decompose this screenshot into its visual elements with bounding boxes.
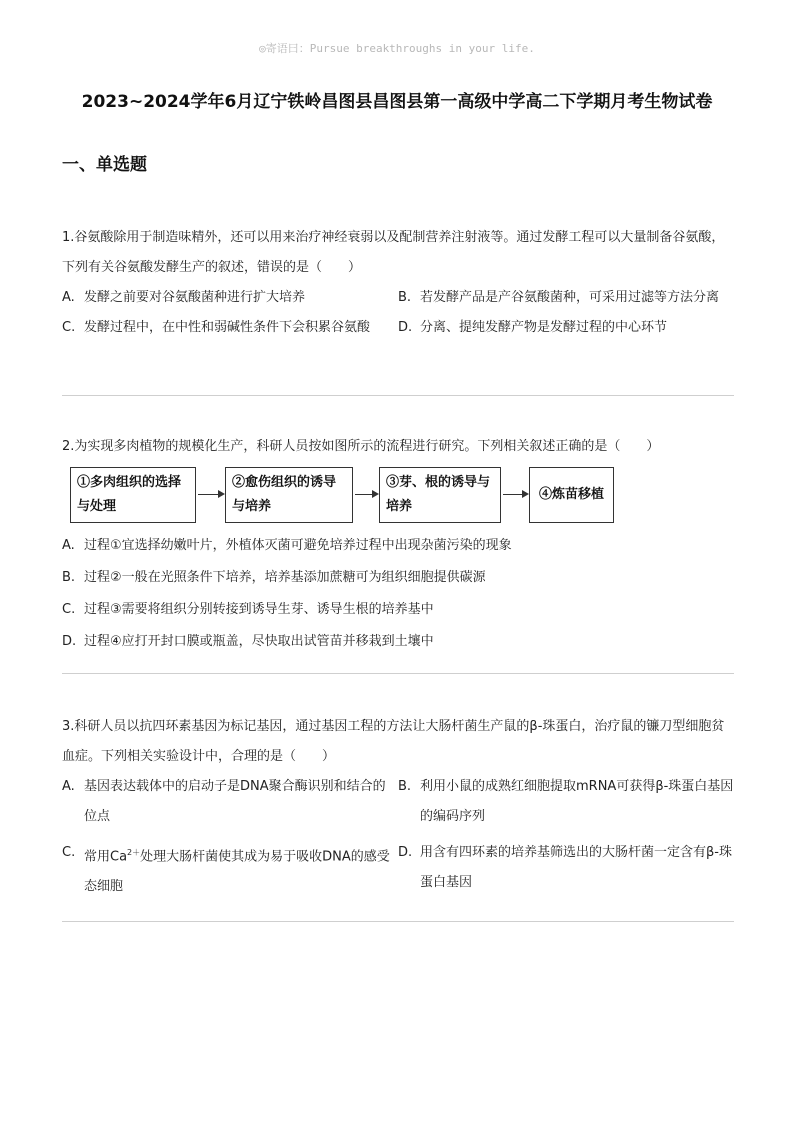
option-a[interactable]: [62, 530, 734, 562]
question-2-options: [62, 530, 734, 658]
option-letter: A.: [62, 538, 75, 553]
question-1: [62, 223, 734, 343]
option-letter: C.: [62, 845, 76, 860]
option-grid: [62, 772, 734, 902]
option-text-part: 常用Ca: [84, 849, 128, 865]
flow-diagram: [70, 467, 618, 527]
option-grid: [62, 530, 734, 658]
flow-step-1: [70, 467, 196, 523]
question-3: [62, 712, 734, 902]
option-grid: [62, 283, 734, 343]
option-letter: D.: [62, 634, 77, 649]
question-stem: 2.为实现多肉植物的规模化生产，科研人员按如图所示的流程进行研究。下列相关叙述正确的是（ ）: [62, 439, 660, 454]
option-b[interactable]: [62, 562, 734, 594]
watermark: ◎寄语曰：Pursue breakthroughs in your life.: [259, 42, 535, 55]
flow-step-3: [379, 467, 501, 523]
divider: [62, 673, 734, 674]
arrow-icon: [198, 494, 223, 495]
option-d[interactable]: [398, 313, 734, 343]
option-text: 过程②一般在光照条件下培养，培养基添加蔗糖可为组织细胞提供碳源: [84, 570, 486, 585]
option-text: 分离、提纯发酵产物是发酵过程的中心环节: [420, 320, 668, 335]
divider: [62, 921, 734, 922]
option-c[interactable]: [62, 313, 398, 343]
option-text: 发酵之前要对谷氨酸菌种进行扩大培养: [84, 290, 306, 305]
option-text: 发酵过程中，在中性和弱碱性条件下会积累谷氨酸: [84, 320, 371, 335]
option-text: 若发酵产品是产谷氨酸菌种，可采用过滤等方法分离: [420, 290, 720, 305]
option-text: 过程④应打开封口膜或瓶盖，尽快取出试管苗并移栽到土壤中: [84, 634, 434, 649]
flow-step-line: 与培养: [232, 499, 272, 514]
arrow-icon: [355, 494, 377, 495]
option-d[interactable]: [62, 626, 734, 658]
flow-step-line: ②愈伤组织的诱导: [232, 475, 337, 490]
option-letter: B.: [398, 290, 412, 305]
option-b[interactable]: [398, 772, 734, 832]
option-letter: C.: [62, 602, 76, 617]
flow-step-line: 培养: [386, 499, 413, 514]
option-b[interactable]: [398, 283, 734, 313]
option-d[interactable]: [398, 838, 734, 902]
option-a[interactable]: [62, 772, 398, 832]
option-letter: B.: [62, 570, 76, 585]
option-letter: A.: [62, 290, 75, 305]
option-text: [84, 838, 398, 902]
option-text: 过程③需要将组织分别转接到诱导生芽、诱导生根的培养基中: [84, 602, 434, 617]
option-text-part: 处理大肠杆菌使其成为易于吸收DNA的感受态细胞: [84, 849, 390, 895]
option-text: 利用小鼠的成熟红细胞提取mRNA可获得β-珠蛋白基因的编码序列: [420, 779, 734, 824]
option-text: 用含有四环素的培养基筛选出的大肠杆菌一定含有β-珠蛋白基因: [420, 845, 732, 890]
flow-step-4: [529, 467, 614, 523]
flow-step-2: [225, 467, 353, 523]
option-text: 过程①宜选择幼嫩叶片，外植体灭菌可避免培养过程中出现杂菌污染的现象: [84, 538, 512, 553]
option-letter: B.: [398, 779, 412, 794]
section-heading: 一、单选题: [62, 155, 147, 175]
flow-step-line: ①多肉组织的选择: [77, 475, 182, 490]
question-2: [62, 432, 734, 462]
divider: [62, 395, 734, 396]
option-letter: C.: [62, 320, 76, 335]
option-letter: D.: [398, 845, 413, 860]
flow-step-line: ④炼苗移植: [538, 487, 604, 502]
option-a[interactable]: [62, 283, 398, 313]
option-c[interactable]: [62, 594, 734, 626]
arrow-icon: [503, 494, 527, 495]
option-text: 基因表达载体中的启动子是DNA聚合酶识别和结合的位点: [84, 779, 386, 824]
flow-step-line: ③芽、根的诱导与: [386, 475, 491, 490]
flow-step-line: 与处理: [77, 499, 117, 514]
option-letter: D.: [398, 320, 413, 335]
page-title: 2023~2024学年6月辽宁铁岭昌图县昌图县第一高级中学高二下学期月考生物试卷: [81, 92, 713, 112]
question-stem: 1.谷氨酸除用于制造味精外，还可以用来治疗神经衰弱以及配制营养注射液等。通过发酵工程可以大量制备谷氨酸，下列有关谷氨酸发酵生产的叙述，错误的是（ ）: [62, 230, 725, 275]
superscript-charge: 2＋: [127, 848, 141, 857]
option-c[interactable]: [62, 838, 398, 902]
question-stem: 3.科研人员以抗四环素基因为标记基因，通过基因工程的方法让大肠杆菌生产鼠的β-珠蛋白，治疗鼠的镰刀型细胞贫血症。下列相关实验设计中，合理的是（ ）: [62, 719, 725, 764]
option-letter: A.: [62, 779, 75, 794]
